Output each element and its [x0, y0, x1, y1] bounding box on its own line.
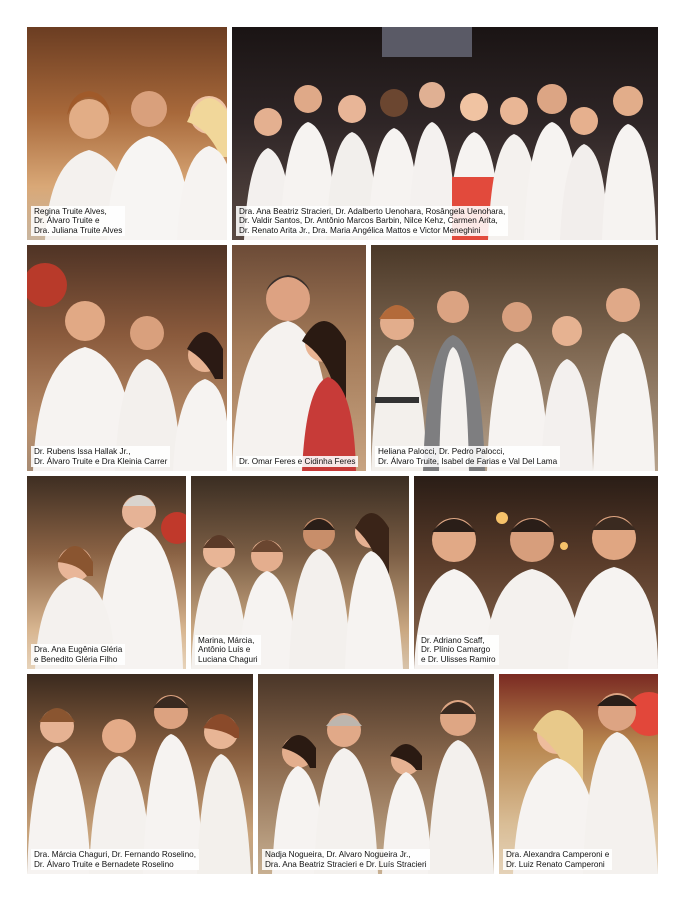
photo-caption: Dr. Adriano Scaff, Dr. Plínio Camargo e Dr. Ulisses Ramiro: [418, 635, 499, 665]
photo-2: [232, 27, 658, 240]
people-illustration: [27, 476, 186, 669]
photo-5: [371, 245, 658, 471]
photo-caption: Dra. Márcia Chaguri, Dr. Fernando Roselino, Dr. Álvaro Truite e Bernadete Roselino: [31, 849, 199, 870]
photo-11: [499, 674, 658, 874]
photo-caption: Dr. Rubens Issa Hallak Jr., Dr. Álvaro Truite e Dra Kleinia Carrer: [31, 446, 170, 467]
photo-10: [258, 674, 494, 874]
photo-8: [414, 476, 658, 669]
photo-1: [27, 27, 227, 240]
people-illustration: [27, 674, 253, 874]
photo-caption: Regina Truite Alves, Dr. Álvaro Truite e Dra. Juliana Truite Alves: [31, 206, 125, 236]
people-illustration: [499, 674, 658, 874]
photo-caption: Dra. Ana Eugênia Gléria e Benedito Gléria Filho: [31, 644, 125, 665]
photo-caption: Dra. Alexandra Camperoni e Dr. Luiz Renato Camperoni: [503, 849, 612, 870]
photo-6: [27, 476, 186, 669]
photo-caption: Heliana Palocci, Dr. Pedro Palocci, Dr. Álvaro Truite, Isabel de Farias e Val Del Lama: [375, 446, 560, 467]
people-illustration: [371, 245, 658, 471]
photo-caption: Nadja Nogueira, Dr. Alvaro Nogueira Jr., Dra. Ana Beatriz Stracieri e Dr. Luís Stracieri: [262, 849, 430, 870]
photo-3: [27, 245, 227, 471]
people-illustration: [258, 674, 494, 874]
people-illustration: [27, 245, 227, 471]
photo-caption: Dra. Ana Beatriz Stracieri, Dr. Adalberto Uenohara, Rosângela Uenohara, Dr. Valdir Santos, Dr. Antônio Marcos Barbin, Nilce Kehz, Carmen Arita, Dr. Renato Arita Jr., Dra. Maria Angélica Mattos e Victor Meneghini: [236, 206, 508, 236]
photo-caption: Marina, Márcia, Antônio Luís e Luciana Chaguri: [195, 635, 261, 665]
photo-caption: Dr. Omar Feres e Cidinha Feres: [236, 456, 358, 467]
photo-9: [27, 674, 253, 874]
people-illustration: [232, 245, 366, 471]
photo-7: [191, 476, 409, 669]
photo-4: [232, 245, 366, 471]
